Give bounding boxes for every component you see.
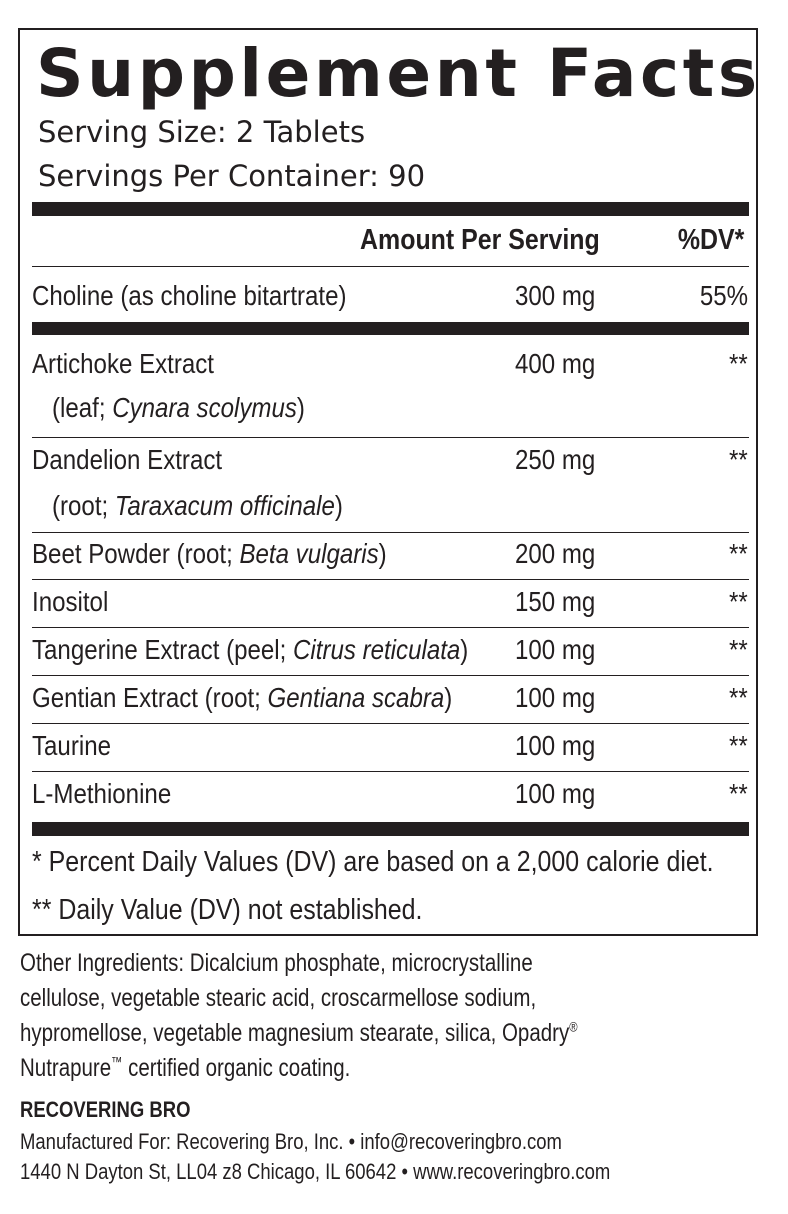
ingredient-dv: ** [729, 348, 748, 379]
ingredient-dv: ** [729, 444, 748, 475]
ingredient-amount: 100 mg [515, 682, 596, 713]
ingredient-name: Artichoke Extract [32, 348, 215, 379]
panel-title: Supplement Facts [36, 35, 761, 112]
ingredient-dv: ** [729, 730, 748, 761]
ingredient-source: (leaf; Cynara scolymus) [52, 392, 305, 423]
ingredient-amount: 100 mg [515, 778, 596, 809]
row-divider [32, 723, 749, 724]
ingredient-name: Taurine [32, 730, 111, 761]
ingredient-amount: 400 mg [515, 348, 596, 379]
trademark-mark: ™ [111, 1054, 123, 1070]
latin-name: Beta vulgaris [239, 538, 379, 569]
ingredient-dv: ** [729, 586, 748, 617]
header-divider [32, 266, 749, 267]
ingredient-name: Gentian Extract (root; Gentiana scabra) [32, 682, 453, 713]
ingredient-dv: ** [729, 634, 748, 665]
ingredient-name: Tangerine Extract (peel; Citrus reticulata) [32, 634, 469, 665]
thick-divider-bottom [32, 822, 749, 836]
thick-divider-middle [32, 322, 749, 335]
ingredient-dv: 55% [699, 280, 748, 311]
ingredient-name: L-Methionine [32, 778, 172, 809]
footnote-not-established: ** Daily Value (DV) not established. [32, 894, 423, 926]
other-ingredients: Other Ingredients: Dicalcium phosphate, microcrystalline cellulose, vegetable stearic acid, croscarmellose sodium, hypromellose, vegetable magnesium stearate, silica, Opadry® Nutrapure™ certified organic coating. [20, 949, 578, 1082]
ingredient-amount: 300 mg [515, 280, 596, 311]
ingredient-amount: 150 mg [515, 586, 596, 617]
supplement-facts-panel [18, 28, 761, 936]
ingredient-name: Choline (as choline bitartrate) [32, 280, 347, 311]
ingredient-dv: ** [729, 538, 748, 569]
latin-name: Taraxacum officinale [114, 490, 335, 521]
row-divider [32, 579, 749, 580]
latin-name: Citrus reticulata [293, 634, 461, 665]
ingredient-dv: ** [729, 778, 748, 809]
registered-mark: ® [569, 1019, 578, 1035]
brand-name: RECOVERING BRO [20, 1097, 191, 1122]
header-daily-value: %DV* [677, 224, 744, 256]
ingredient-name: Inositol [32, 586, 109, 617]
header-amount-per-serving: Amount Per Serving [360, 224, 600, 256]
manufacturer-line: Manufactured For: Recovering Bro, Inc. • info@recoveringbro.com [20, 1129, 562, 1154]
servings-per-container: Servings Per Container: 90 [38, 159, 426, 193]
serving-size: Serving Size: 2 Tablets [38, 115, 366, 149]
footnote-dv-basis: * Percent Daily Values (DV) are based on a 2,000 calorie diet. [32, 846, 714, 878]
ingredient-amount: 100 mg [515, 730, 596, 761]
manufacturer-address: 1440 N Dayton St, LL04 z8 Chicago, IL 60642 • www.recoveringbro.com [20, 1159, 611, 1184]
ingredient-dv: ** [729, 682, 748, 713]
ingredient-name: Beet Powder (root; Beta vulgaris) [32, 538, 387, 569]
ingredient-amount: 100 mg [515, 634, 596, 665]
thick-divider-top [32, 202, 749, 216]
latin-name: Cynara scolymus [112, 392, 297, 423]
ingredient-amount: 200 mg [515, 538, 596, 569]
latin-name: Gentiana scabra [267, 682, 445, 713]
ingredient-amount: 250 mg [515, 444, 596, 475]
ingredient-source: (root; Taraxacum officinale) [52, 490, 343, 521]
ingredient-name: Dandelion Extract [32, 444, 223, 475]
